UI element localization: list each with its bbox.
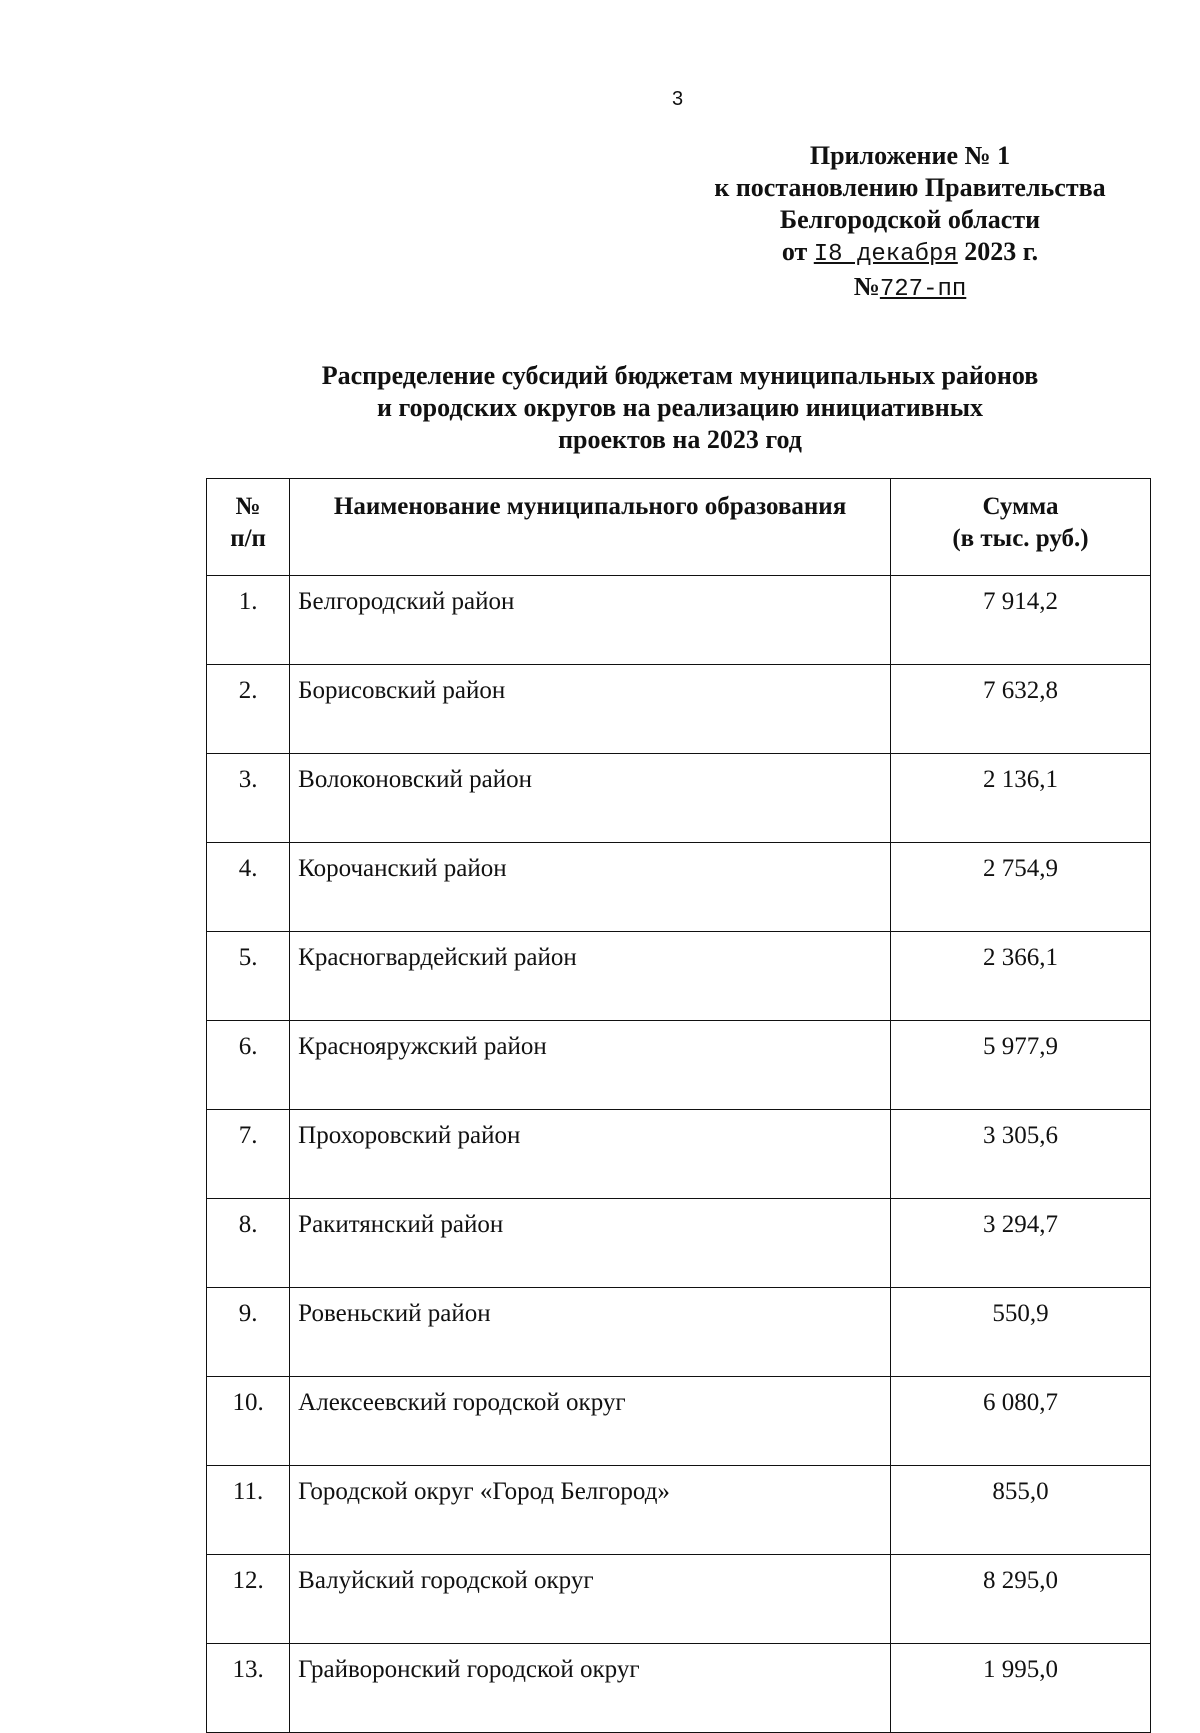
row-number: 11. — [207, 1466, 290, 1555]
row-number: 7. — [207, 1110, 290, 1199]
row-name: Ровеньский район — [290, 1288, 891, 1377]
appendix-title: Приложение № 1 — [809, 141, 1011, 170]
row-sum: 3 305,6 — [890, 1110, 1150, 1199]
row-number: 9. — [207, 1288, 290, 1377]
appendix-header — [680, 140, 1140, 306]
date-prefix: от — [781, 237, 808, 266]
row-sum: 2 754,9 — [890, 843, 1150, 932]
row-sum: 6 080,7 — [890, 1377, 1150, 1466]
row-sum: 1 995,0 — [890, 1644, 1150, 1733]
table-row — [207, 754, 1151, 843]
row-sum: 2 136,1 — [890, 754, 1150, 843]
row-number: 3. — [207, 754, 290, 843]
date-value: I8 декабря — [813, 241, 958, 268]
table-row — [207, 1377, 1151, 1466]
title-line-1: Распределение субсидий бюджетам муниципальных районов — [321, 361, 1039, 390]
row-number: 8. — [207, 1199, 290, 1288]
appendix-date — [680, 236, 1140, 271]
table-row — [207, 1466, 1151, 1555]
appendix-region: Белгородской области — [779, 205, 1041, 234]
row-name: Красногвардейский район — [290, 932, 891, 1021]
row-sum: 7 632,8 — [890, 665, 1150, 754]
header-name: Наименование муниципального образования — [290, 479, 891, 576]
row-sum: 855,0 — [890, 1466, 1150, 1555]
table-row — [207, 1555, 1151, 1644]
number-value: 727-пп — [879, 276, 967, 303]
appendix-resolution: к постановлению Правительства — [714, 173, 1106, 202]
table-row — [207, 843, 1151, 932]
header-number: № п/п — [207, 479, 290, 576]
table-row — [207, 932, 1151, 1021]
table-row — [207, 1199, 1151, 1288]
number-prefix: № — [853, 272, 880, 301]
row-number: 1. — [207, 576, 290, 665]
row-sum: 2 366,1 — [890, 932, 1150, 1021]
row-name: Городской округ «Город Белгород» — [290, 1466, 891, 1555]
table-row — [207, 1110, 1151, 1199]
row-number: 10. — [207, 1377, 290, 1466]
table-body — [207, 576, 1151, 1733]
date-suffix: 2023 г. — [964, 237, 1039, 266]
document-title — [240, 360, 1120, 456]
page-number: 3 — [672, 88, 684, 110]
row-name: Волоконовский район — [290, 754, 891, 843]
row-sum: 8 295,0 — [890, 1555, 1150, 1644]
row-number: 12. — [207, 1555, 290, 1644]
row-number: 4. — [207, 843, 290, 932]
row-sum: 550,9 — [890, 1288, 1150, 1377]
table-row — [207, 576, 1151, 665]
table-header-row — [207, 479, 1151, 576]
row-name: Краснояружский район — [290, 1021, 891, 1110]
row-number: 13. — [207, 1644, 290, 1733]
table-row — [207, 665, 1151, 754]
row-sum: 7 914,2 — [890, 576, 1150, 665]
row-number: 2. — [207, 665, 290, 754]
row-name: Алексеевский городской округ — [290, 1377, 891, 1466]
row-name: Белгородский район — [290, 576, 891, 665]
row-number: 5. — [207, 932, 290, 1021]
row-sum: 5 977,9 — [890, 1021, 1150, 1110]
row-name: Валуйский городской округ — [290, 1555, 891, 1644]
appendix-number — [680, 271, 1140, 306]
table-row — [207, 1288, 1151, 1377]
row-name: Ракитянский район — [290, 1199, 891, 1288]
row-name: Корочанский район — [290, 843, 891, 932]
subsidies-table — [206, 478, 1151, 1733]
row-sum: 3 294,7 — [890, 1199, 1150, 1288]
table-row — [207, 1644, 1151, 1733]
row-number: 6. — [207, 1021, 290, 1110]
table-row — [207, 1021, 1151, 1110]
row-name: Прохоровский район — [290, 1110, 891, 1199]
header-sum: Сумма (в тыс. руб.) — [890, 479, 1150, 576]
row-name: Борисовский район — [290, 665, 891, 754]
row-name: Грайворонский городской округ — [290, 1644, 891, 1733]
title-line-2: и городских округов на реализацию инициативных — [376, 393, 983, 422]
title-line-3: проектов на 2023 год — [558, 425, 802, 454]
